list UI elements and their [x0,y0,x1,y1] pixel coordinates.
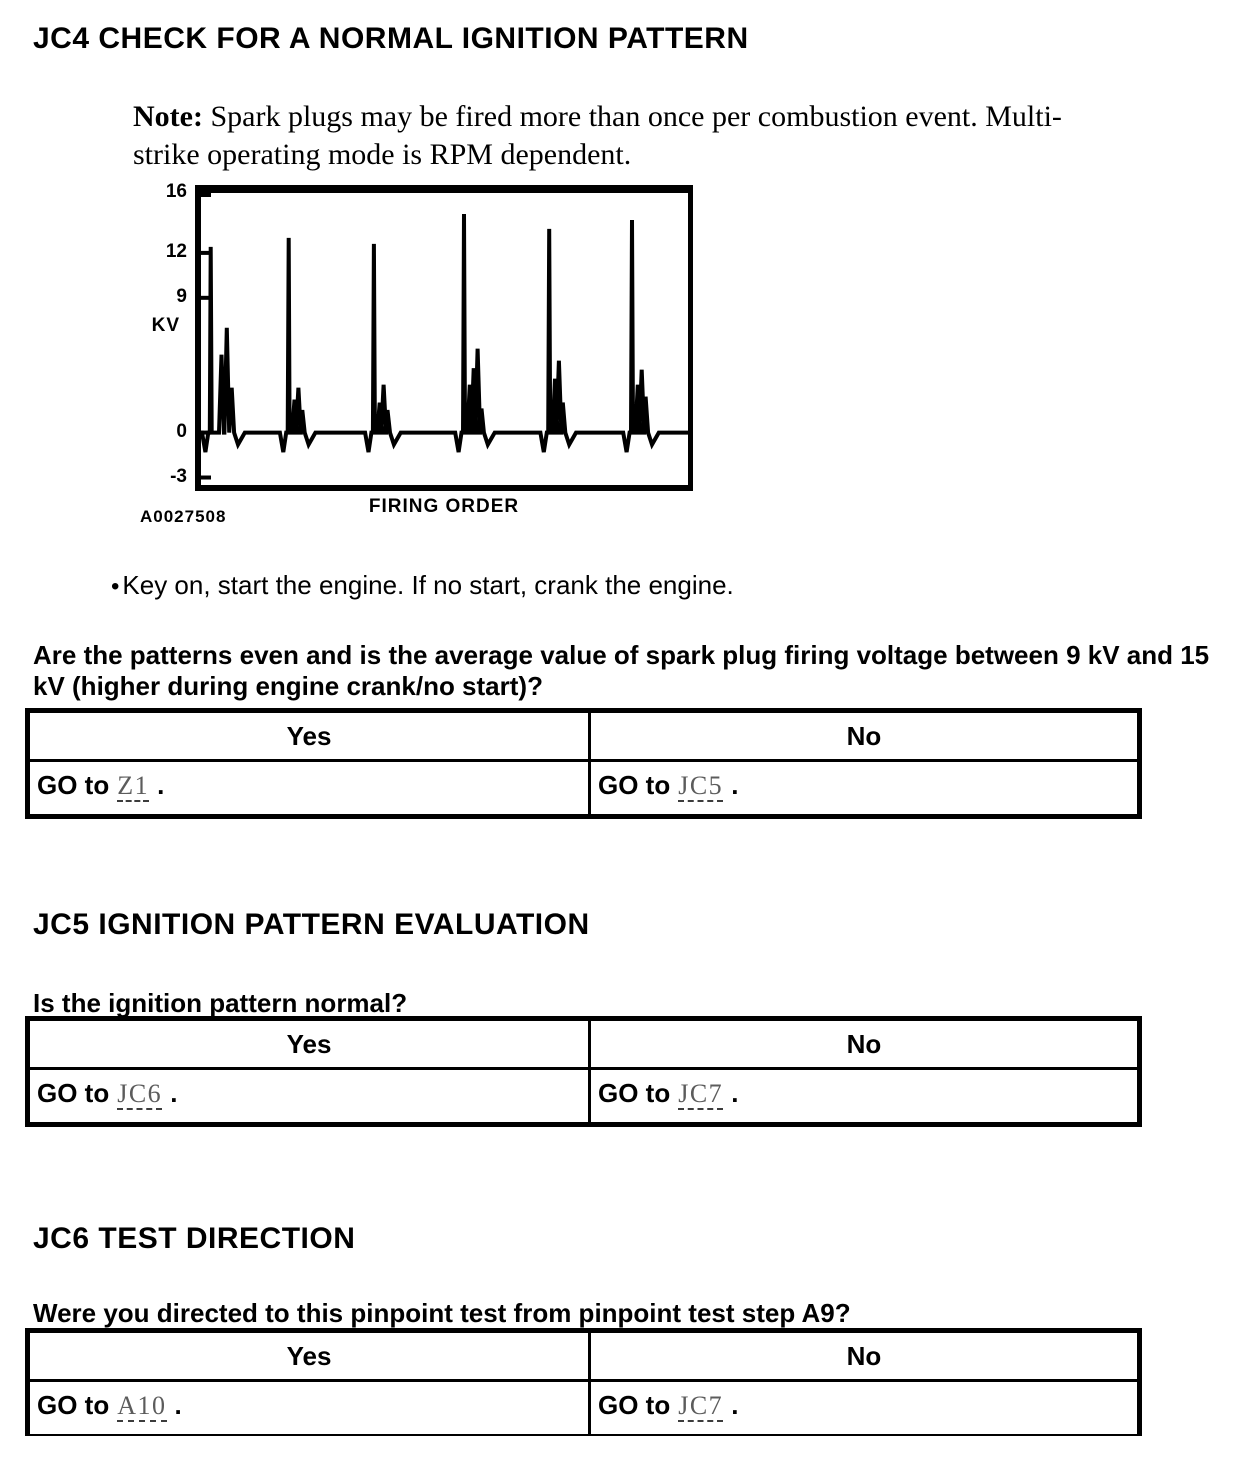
yes-column-header: Yes [30,1333,591,1382]
y-axis-tick [201,431,211,435]
note-label: Note: [133,100,203,133]
ignition-pattern-figure [140,175,705,535]
question-jc4: Are the patterns even and is the average value of spark plug firing voltage between 9 kV and 15 kV (higher during engine crank/no start)? [33,640,1210,702]
goto-text: GO to [37,770,110,800]
no-action-cell [591,1382,1137,1434]
no-action-cell [591,1070,1137,1122]
yes-action-cell [30,762,591,814]
y-axis-tick-label: -3 [170,465,187,487]
y-axis-tick-label: 16 [165,181,187,202]
yes-column-header: Yes [30,713,591,762]
yes-column-header: Yes [30,1021,591,1070]
y-axis-tick-label: 12 [165,240,187,262]
decision-table-jc5 [25,1016,1142,1127]
plot-area [195,185,693,491]
goto-suffix: . [174,1390,182,1420]
y-axis-tick-label: 0 [176,420,187,442]
note-line-2: strike operating mode is RPM dependent. [133,137,632,171]
x-axis-title: FIRING ORDER [368,496,520,517]
ignition-pattern-plot [201,193,688,485]
question-jc6: Were you directed to this pinpoint test from pinpoint test step A9? [33,1298,851,1328]
goto-suffix: . [731,770,739,800]
bullet-text: Key on, start the engine. If no start, crank the engine. [122,570,734,600]
no-column-header: No [591,713,1137,762]
goto-text: GO to [598,1078,671,1108]
goto-text: GO to [37,1078,110,1108]
y-axis-tick [201,193,211,197]
link-jc5[interactable]: JC5 [678,771,724,800]
goto-text: GO to [598,770,671,800]
link-jc7[interactable]: JC7 [678,1079,724,1108]
link-jc6[interactable]: JC6 [117,1079,163,1108]
figure-id: A0027508 [140,507,227,526]
section-heading-jc6: JC6 TEST DIRECTION [33,1222,356,1255]
goto-suffix: . [157,770,165,800]
link-a10[interactable]: A10 [117,1391,167,1420]
section-heading-jc5: JC5 IGNITION PATTERN EVALUATION [33,908,590,941]
y-axis-tick-label: 9 [176,285,187,307]
decision-table-jc4 [25,708,1142,819]
decision-table-jc6 [25,1328,1142,1436]
goto-suffix: . [170,1078,178,1108]
no-action-cell [591,762,1137,814]
y-axis-tick [201,296,211,300]
y-axis-title: KV [151,315,180,336]
note [133,98,1213,174]
link-jc7[interactable]: JC7 [678,1391,724,1420]
question-jc5: Is the ignition pattern normal? [33,988,408,1018]
y-axis-tick [201,476,211,480]
ignition-trace [201,214,688,452]
goto-text: GO to [598,1390,671,1420]
bullet-marker [111,570,122,600]
goto-text: GO to [37,1390,110,1420]
goto-suffix: . [731,1390,739,1420]
section-heading-jc4: JC4 CHECK FOR A NORMAL IGNITION PATTERN [33,22,749,55]
bullet-item [111,570,734,601]
no-column-header: No [591,1333,1137,1382]
yes-action-cell [30,1070,591,1122]
link-z1[interactable]: Z1 [117,771,150,800]
goto-suffix: . [731,1078,739,1108]
yes-action-cell [30,1382,591,1434]
y-axis-tick [201,251,211,255]
no-column-header: No [591,1021,1137,1070]
note-line-1: Spark plugs may be fired more than once per combustion event. Multi- [210,100,1062,133]
